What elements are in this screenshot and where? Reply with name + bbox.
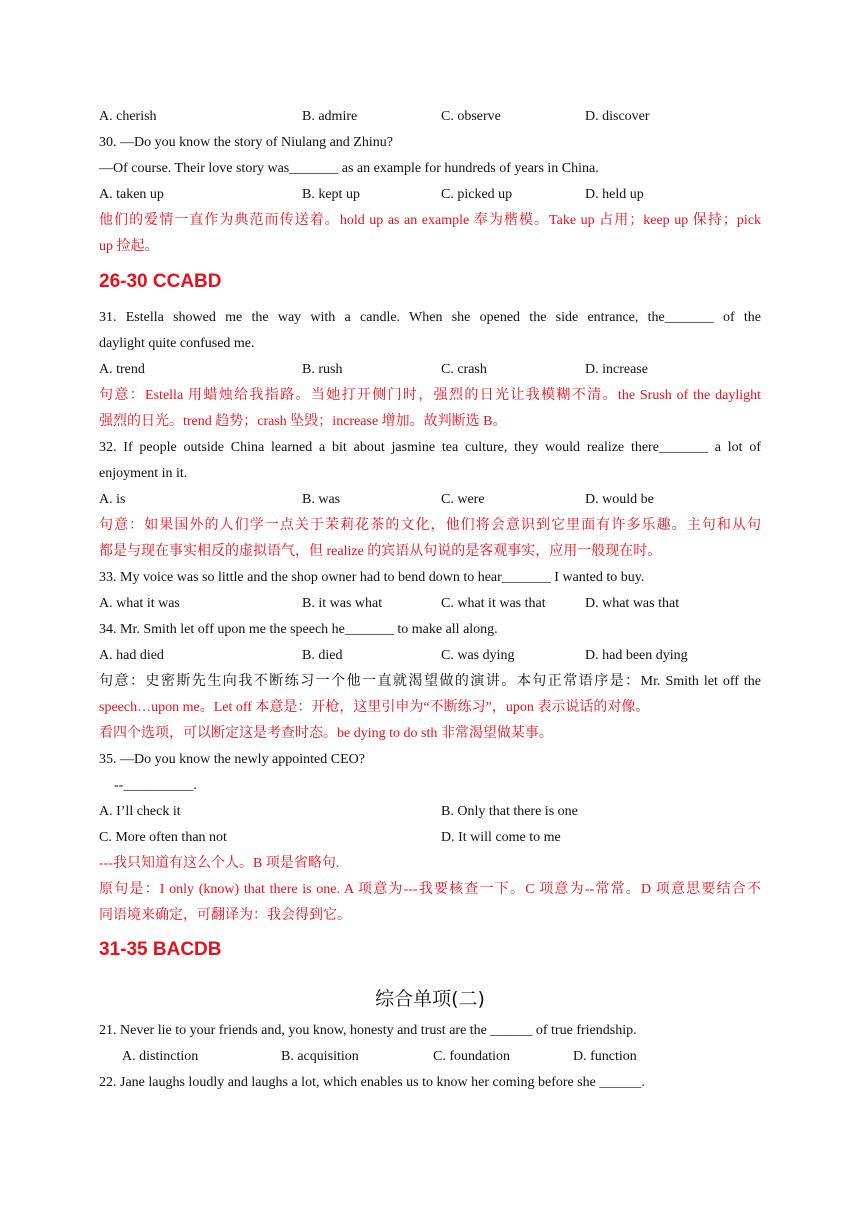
q29-option-c: C. observe [441,109,501,124]
q30-option-d: D. held up [585,187,644,202]
q34-explanation-2: speech…upon me。Let off 本意是：开枪，这里引申为“不断练习”，upon 表示说话的对像。 [99,700,650,715]
q33-option-a: A. what it was [99,596,180,611]
q31-explanation-1: 句意：Estella 用蜡烛给我指路。当她打开侧门时，强烈的日光让我模糊不清。the Srush of the daylight [99,388,761,403]
q21-stem: 21. Never lie to your friends and, you know, honesty and trust are the ______ of true friendship. [99,1023,637,1038]
q32-option-d: D. would be [585,492,654,507]
q32-stem-1: 32. If people outside China learned a bit about jasmine tea culture, they would realize there_______ a lot of [99,440,761,455]
q34-option-c: C. was dying [441,648,515,663]
q34-option-b: B. died [302,648,343,663]
q30-option-a: A. taken up [99,187,164,202]
q35-option-d: D. It will come to me [441,830,561,845]
q21-option-b: B. acquisition [281,1049,359,1064]
q31-option-d: D. increase [585,362,648,377]
q21-option-a: A. distinction [122,1049,199,1064]
q31-option-c: C. crash [441,362,487,377]
q30-option-b: B. kept up [302,187,360,202]
q32-stem-2: enjoyment in it. [99,466,188,481]
q31-option-a: A. trend [99,362,145,377]
q34-stem: 34. Mr. Smith let off upon me the speech he_______ to make all along. [99,622,498,637]
answer-key-31-35: 31-35 BACDB [99,939,222,960]
q33-option-d: D. what was that [585,596,680,611]
q34-option-d: D. had been dying [585,648,688,663]
q34-explanation-3: 看四个选项，可以断定这是考查时态。be dying to do sth 非常渴望做某事。 [99,726,553,741]
q31-option-b: B. rush [302,362,343,377]
q32-explanation-1: 句意：如果国外的人们学一点关于茉莉花茶的文化，他们将会意识到它里面有许多乐趣。主句和从句 [99,518,761,533]
q30-stem-1: 30. —Do you know the story of Niulang and Zhinu? [99,135,393,150]
q33-stem: 33. My voice was so little and the shop owner had to bend down to hear_______ I wanted to buy. [99,570,645,585]
q35-explanation-1: ---我只知道有这么个人。B 项是省略句. [99,856,340,871]
q30-option-c: C. picked up [441,187,513,202]
q35-stem-2: --__________. [114,778,197,793]
q21-option-c: C. foundation [433,1049,510,1064]
q33-option-b: B. it was what [302,596,383,611]
answer-key-26-30: 26-30 CCABD [99,271,222,292]
q35-explanation-2: 原句是：I only (know) that there is one. A 项意为---我要核查一下。C 项意为--常常。D 项意思要结合不 [99,882,761,897]
q31-stem-1: 31. Estella showed me the way with a candle. When she opened the side entrance, the_______ of the [99,310,761,325]
q29-option-a: A. cherish [99,109,157,124]
q35-option-a: A. I’ll check it [99,804,181,819]
q22-stem: 22. Jane laughs loudly and laughs a lot, which enables us to know her coming before she ______. [99,1075,645,1090]
q34-explanation-1: 句意：史密斯先生向我不断练习一个他一直就渴望做的演讲。本句正常语序是：Mr. Smith let off the [99,674,761,689]
q32-option-a: A. is [99,492,126,507]
q34-option-a: A. had died [99,648,164,663]
q30-explanation-2: up 捡起。 [99,239,159,254]
q21-option-d: D. function [573,1049,637,1064]
q33-option-c: C. what it was that [441,596,546,611]
q30-explanation-1: 他们的爱情一直作为典范而传送着。hold up as an example 奉为楷模。Take up 占用；keep up 保持；pick [99,213,761,228]
section-title: 综合单项(二) [375,988,485,1010]
q32-explanation-2: 都是与现在事实相反的虚拟语气，但 realize 的宾语从句说的是客观事实，应用一般现在时。 [99,544,662,559]
q29-option-d: D. discover [585,109,650,124]
q35-option-b: B. Only that there is one [441,804,578,819]
q31-explanation-2: 强烈的日光。trend 趋势；crash 坠毁；increase 增加。故判断选 B。 [99,414,507,429]
q35-stem-1: 35. —Do you know the newly appointed CEO? [99,752,365,767]
q31-stem-2: daylight quite confused me. [99,336,255,351]
q35-explanation-3: 同语境来确定，可翻译为：我会得到它。 [99,908,351,923]
q35-option-c: C. More often than not [99,830,227,845]
q32-option-c: C. were [441,492,485,507]
q30-stem-2: —Of course. Their love story was_______ as an example for hundreds of years in China. [99,161,599,176]
q29-option-b: B. admire [302,109,358,124]
q32-option-b: B. was [302,492,341,507]
